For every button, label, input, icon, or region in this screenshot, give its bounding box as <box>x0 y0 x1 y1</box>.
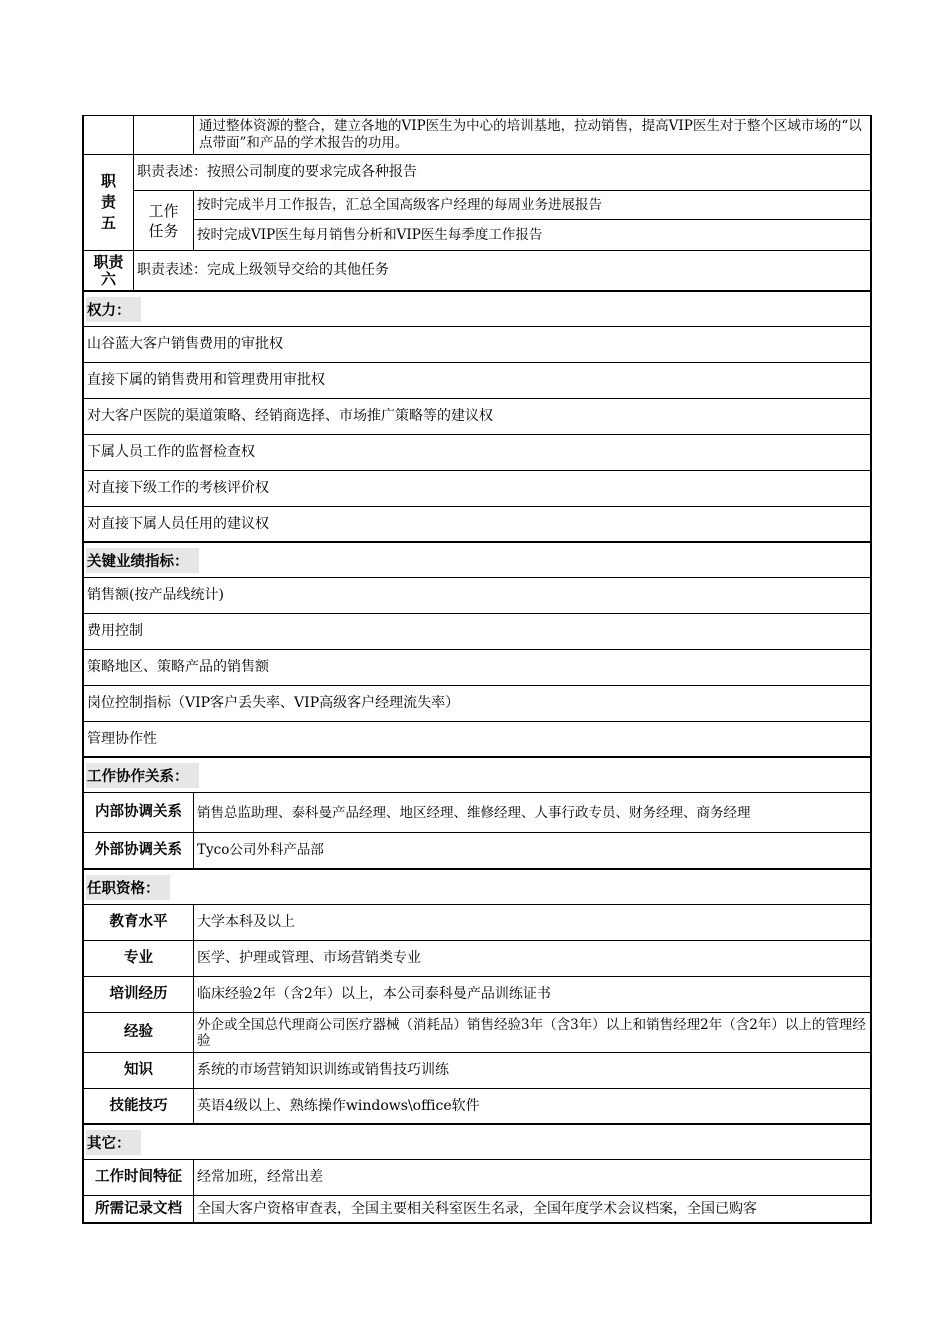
kpi-section-title: 关键业绩指标： <box>84 543 870 578</box>
qualification-value: 系统的市场营销知识训练或销售技巧训练 <box>197 1062 449 1078</box>
qualification-label: 经验 <box>84 1013 194 1052</box>
other-label: 所需记录文档 <box>84 1196 194 1222</box>
duty-continuation-row <box>84 116 870 155</box>
authority-item: 对直接下级工作的考核评价权 <box>84 471 870 507</box>
qualification-value: 外企或全国总代理商公司医疗器械（消耗品）销售经验3年（含3年）以上和销售经理2年（含2年）以上的管理经验 <box>197 1016 866 1049</box>
external-relations-label: 外部协调关系 <box>84 833 194 868</box>
qualification-value: 医学、护理或管理、市场营销类专业 <box>197 950 421 966</box>
relations-section-title: 工作协作关系： <box>84 758 870 793</box>
other-row <box>84 1196 870 1222</box>
qualification-value: 大学本科及以上 <box>197 914 295 930</box>
authority-item: 直接下属的销售费用和管理费用审批权 <box>84 363 870 399</box>
other-row <box>84 1160 870 1196</box>
qualifications-section-title: 任职资格： <box>84 870 870 905</box>
qualification-label: 技能技巧 <box>84 1089 194 1123</box>
internal-relations-value: 销售总监助理、泰科曼产品经理、地区经理、维修经理、人事行政专员、财务经理、商务经理 <box>197 804 751 821</box>
qualification-label: 教育水平 <box>84 905 194 940</box>
qualification-label: 培训经历 <box>84 977 194 1012</box>
qualification-row <box>84 1053 870 1089</box>
duty-continuation-text: 通过整体资源的整合，建立各地的VIP医生为中心的培训基地，拉动销售，提高VIP医生对于整个区域市场的“以点带面”和产品的学术报告的功用。 <box>199 118 862 151</box>
other-value: 经常加班，经常出差 <box>197 1169 323 1185</box>
authority-item: 对大客户医院的渠道策略、经销商选择、市场推广策略等的建议权 <box>84 399 870 435</box>
job-description-table <box>82 115 872 1224</box>
internal-relations-label: 内部协调关系 <box>84 793 194 832</box>
qualification-row <box>84 905 870 941</box>
external-relations-value: Tyco公司外科产品部 <box>197 842 324 858</box>
qualification-value: 临床经验2年（含2年）以上，本公司泰科曼产品训练证书 <box>197 986 551 1002</box>
empty-cell <box>84 116 134 154</box>
duty-6-label: 职责六 <box>84 251 134 290</box>
duty-5-task: 按时完成VIP医生每月销售分析和VIP医生每季度工作报告 <box>197 226 543 243</box>
other-label: 工作时间特征 <box>84 1160 194 1195</box>
qualification-row <box>84 1089 870 1125</box>
qualification-value: 英语4级以上、熟练操作windows\office软件 <box>197 1097 480 1114</box>
internal-relations-row <box>84 793 870 833</box>
authority-item: 对直接下属人员任用的建议权 <box>84 507 870 543</box>
empty-cell <box>134 116 194 154</box>
authority-section-title: 权力： <box>84 292 870 327</box>
other-value: 全国大客户资格审查表，全国主要相关科室医生名录，全国年度学术会议档案，全国已购客 <box>197 1200 757 1217</box>
kpi-item: 管理协作性 <box>84 722 870 758</box>
duty-5-task-label: 工作任务 <box>134 191 194 250</box>
other-section-title: 其它： <box>84 1125 870 1160</box>
kpi-item: 岗位控制指标（VIP客户丢失率、VIP高级客户经理流失率） <box>84 686 870 722</box>
duty-5-task-list <box>194 191 870 250</box>
duty-5-tasks <box>134 191 870 250</box>
duty-6-row <box>84 251 870 292</box>
duty-5-block <box>84 155 870 251</box>
qualification-row <box>84 1013 870 1053</box>
duty-6-statement: 职责表述：完成上级领导交给的其他任务 <box>137 262 389 278</box>
kpi-item: 策略地区、策略产品的销售额 <box>84 650 870 686</box>
authority-item: 下属人员工作的监督检查权 <box>84 435 870 471</box>
duty-5-task: 按时完成半月工作报告，汇总全国高级客户经理的每周业务进展报告 <box>194 191 870 220</box>
qualification-row <box>84 941 870 977</box>
duty-5-label: 职责五 <box>84 155 134 250</box>
kpi-item: 费用控制 <box>84 614 870 650</box>
external-relations-row <box>84 833 870 870</box>
duty-5-statement: 职责表述：按照公司制度的要求完成各种报告 <box>134 155 870 191</box>
authority-item: 山谷蓝大客户销售费用的审批权 <box>84 327 870 363</box>
qualification-label: 知识 <box>84 1053 194 1088</box>
qualification-label: 专业 <box>84 941 194 976</box>
kpi-item: 销售额(按产品线统计) <box>84 578 870 614</box>
duty-5-content <box>134 155 870 250</box>
qualification-row <box>84 977 870 1013</box>
